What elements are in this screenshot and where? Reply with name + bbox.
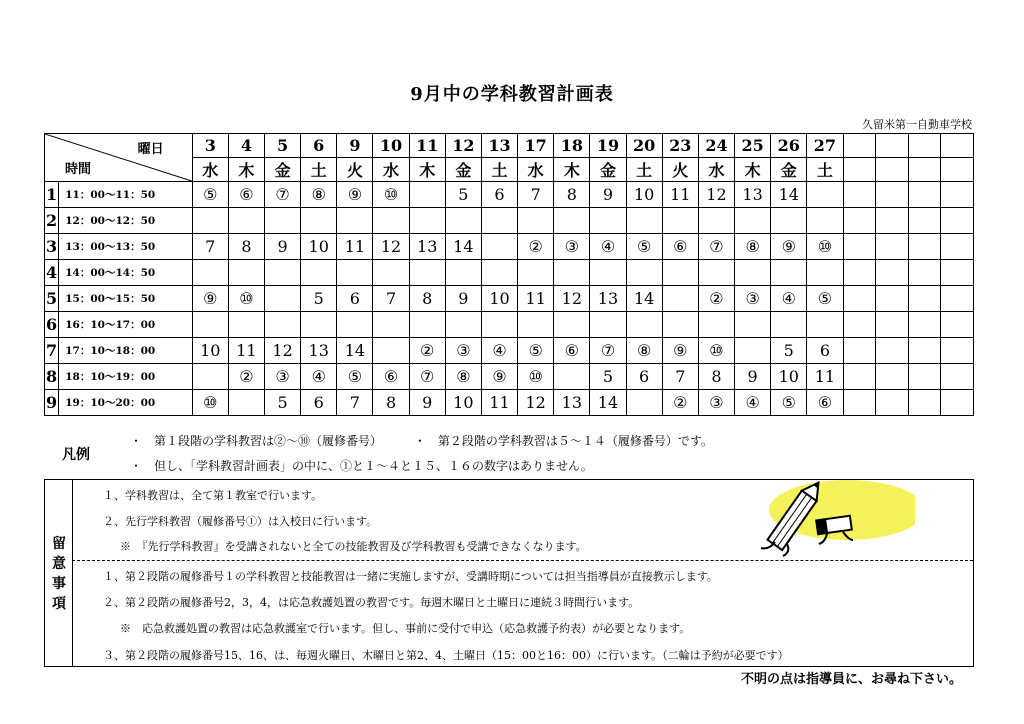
lesson-cell: 7 [337, 390, 373, 416]
note-item: ※ 『先行学科教習』を受講されないと全ての技能教習及び学科教習も受講できなくなります。 [120, 540, 587, 553]
lesson-cell: 5 [771, 338, 807, 364]
date-cell: 27 [807, 134, 843, 158]
lesson-cell: 14 [626, 286, 662, 312]
empty-cell [876, 286, 909, 312]
empty-cell [843, 208, 876, 234]
empty-cell [876, 234, 909, 260]
empty-cell [941, 390, 974, 416]
lesson-cell: ⑥ [228, 182, 264, 208]
lesson-cell: 7 [192, 234, 228, 260]
lesson-cell: 13 [735, 182, 771, 208]
period-number: 9 [45, 390, 59, 416]
page-title: 9月中の学科教習計画表 [410, 84, 614, 105]
weekday-cell: 金 [590, 158, 626, 182]
period-row [45, 234, 974, 260]
weekday-cell: 木 [409, 158, 445, 182]
lesson-cell: 10 [445, 390, 481, 416]
lesson-cell: ⑨ [192, 286, 228, 312]
lesson-cell: 8 [228, 234, 264, 260]
lesson-cell [445, 208, 481, 234]
empty-cell [843, 312, 876, 338]
lesson-cell: ⑨ [481, 364, 517, 390]
lesson-cell [807, 260, 843, 286]
lesson-cell: ③ [265, 364, 301, 390]
note-item: ２、第２段階の履修番号2，3，4，は応急救護処置の教習です。毎週木曜日と土曜日に連続３時間行います。 [103, 596, 640, 609]
note-item: １、学科教習は、全て第１教室で行います。 [103, 489, 323, 502]
lesson-cell: 13 [590, 286, 626, 312]
period-row [45, 182, 974, 208]
lesson-cell: 11 [481, 390, 517, 416]
lesson-cell: 7 [518, 182, 554, 208]
lesson-cell [228, 260, 264, 286]
date-cell: 4 [228, 134, 264, 158]
lesson-cell: ⑤ [337, 364, 373, 390]
lesson-cell: 10 [301, 234, 337, 260]
empty-cell [941, 260, 974, 286]
lesson-cell: 11 [807, 364, 843, 390]
corner-label-weekday: 曜日 [137, 142, 164, 157]
lesson-cell: 14 [771, 182, 807, 208]
period-row [45, 338, 974, 364]
period-time: 16：10～17：00 [59, 312, 192, 338]
period-number: 4 [45, 260, 59, 286]
period-number: 6 [45, 312, 59, 338]
empty-cell [843, 182, 876, 208]
lesson-cell: ② [698, 286, 734, 312]
date-cell: 26 [771, 134, 807, 158]
lesson-cell [265, 312, 301, 338]
header-corner [45, 134, 193, 182]
period-number: 1 [45, 182, 59, 208]
period-number: 5 [45, 286, 59, 312]
lesson-cell: ⑤ [771, 390, 807, 416]
date-cell: 18 [554, 134, 590, 158]
lesson-cell [662, 260, 698, 286]
empty-cell [908, 234, 941, 260]
period-number: 8 [45, 364, 59, 390]
lesson-cell [228, 312, 264, 338]
lesson-cell: ⑥ [373, 364, 409, 390]
lesson-cell [192, 364, 228, 390]
empty-cell [876, 364, 909, 390]
date-cell: 13 [481, 134, 517, 158]
lesson-cell [481, 208, 517, 234]
note-item: １、第２段階の履修番号１の学科教習と技能教習は一緒に実施しますが、受講時期については担当指導員が直接教示します。 [103, 570, 718, 583]
empty-cell [843, 260, 876, 286]
lesson-cell [554, 364, 590, 390]
lesson-cell [771, 312, 807, 338]
period-time: 12：00～12：50 [59, 208, 192, 234]
empty-cell [876, 338, 909, 364]
corner-label-time: 時間 [65, 162, 92, 177]
lesson-cell [337, 312, 373, 338]
empty-cell [941, 234, 974, 260]
date-cell: 11 [409, 134, 445, 158]
period-number: 2 [45, 208, 59, 234]
lesson-cell [518, 260, 554, 286]
empty-cell [876, 134, 909, 158]
empty-cell [941, 158, 974, 182]
lesson-cell: 9 [409, 390, 445, 416]
empty-cell [843, 390, 876, 416]
lesson-cell [698, 312, 734, 338]
lesson-cell [590, 208, 626, 234]
lesson-cell: ⑦ [590, 338, 626, 364]
lesson-cell: 13 [301, 338, 337, 364]
lesson-cell: 5 [590, 364, 626, 390]
lesson-cell: 9 [265, 234, 301, 260]
lesson-cell: 14 [337, 338, 373, 364]
empty-cell [941, 312, 974, 338]
empty-cell [876, 390, 909, 416]
lesson-cell [518, 208, 554, 234]
lesson-cell: ③ [735, 286, 771, 312]
period-time: 11：00～11：50 [59, 182, 192, 208]
lesson-cell [626, 390, 662, 416]
weekday-cell: 金 [265, 158, 301, 182]
lesson-cell: ⑩ [373, 182, 409, 208]
lesson-cell: ④ [301, 364, 337, 390]
lesson-cell: ⑨ [662, 338, 698, 364]
lesson-cell: 6 [626, 364, 662, 390]
date-cell: 24 [698, 134, 734, 158]
note-item: ３、第２段階の履修番号15、16、は、毎週火曜日、木曜日と第2、4、土曜日（15：00と16：00）に行います。（二輪は予約が必要です） [103, 649, 789, 662]
legend-stage2: ・ 第２段階の学科教習は５～１４（履修番号）です。 [413, 434, 713, 448]
weekday-cell: 水 [518, 158, 554, 182]
lesson-cell: 6 [337, 286, 373, 312]
lesson-cell [409, 208, 445, 234]
lesson-cell: 13 [554, 390, 590, 416]
lesson-cell [735, 338, 771, 364]
date-cell: 12 [445, 134, 481, 158]
lesson-cell [373, 260, 409, 286]
lesson-cell: ⑩ [518, 364, 554, 390]
lesson-cell: 11 [228, 338, 264, 364]
empty-cell [941, 208, 974, 234]
lesson-cell: 10 [192, 338, 228, 364]
date-cell: 5 [265, 134, 301, 158]
note-item: ２、先行学科教習（履修番号①）は入校日に行います。 [103, 515, 378, 528]
lesson-cell: ② [228, 364, 264, 390]
empty-cell [876, 260, 909, 286]
period-time: 14：00～14：50 [59, 260, 192, 286]
lesson-cell: 12 [265, 338, 301, 364]
empty-cell [908, 286, 941, 312]
lesson-cell: ⑦ [409, 364, 445, 390]
school-name: 久留米第一自動車学校 [862, 118, 972, 131]
footer-note: 不明の点は指導員に、お尋ね下さい。 [740, 672, 962, 687]
weekday-cell: 金 [771, 158, 807, 182]
lesson-cell: ⑥ [807, 390, 843, 416]
lesson-cell: ② [662, 390, 698, 416]
date-cell: 25 [735, 134, 771, 158]
lesson-cell: ⑤ [807, 286, 843, 312]
lesson-cell [662, 312, 698, 338]
weekday-cell: 土 [807, 158, 843, 182]
lesson-cell [265, 260, 301, 286]
empty-cell [908, 208, 941, 234]
lesson-cell: 6 [807, 338, 843, 364]
empty-cell [941, 182, 974, 208]
lesson-cell: 10 [771, 364, 807, 390]
lesson-cell: ③ [445, 338, 481, 364]
lesson-cell: ⑧ [445, 364, 481, 390]
lesson-cell: ④ [771, 286, 807, 312]
period-row [45, 260, 974, 286]
notes-side-text: 留意事項 [52, 536, 66, 612]
lesson-cell: 9 [735, 364, 771, 390]
date-cell: 10 [373, 134, 409, 158]
lesson-cell [481, 312, 517, 338]
lesson-cell [373, 338, 409, 364]
lesson-cell [554, 260, 590, 286]
lesson-cell [554, 208, 590, 234]
empty-cell [843, 158, 876, 182]
notes-side-label [45, 480, 73, 666]
period-time: 17：10～18：00 [59, 338, 192, 364]
lesson-cell: ⑦ [265, 182, 301, 208]
weekday-cell: 土 [301, 158, 337, 182]
lesson-cell: ⑥ [554, 338, 590, 364]
period-number: 7 [45, 338, 59, 364]
empty-cell [908, 134, 941, 158]
lesson-cell: ⑨ [771, 234, 807, 260]
lesson-cell: ⑩ [807, 234, 843, 260]
lesson-cell: 14 [590, 390, 626, 416]
lesson-cell [735, 208, 771, 234]
lesson-cell [481, 234, 517, 260]
legend-stage1: ・ 第１段階の学科教習は②～⑩（履修番号） [130, 434, 383, 448]
lesson-cell: 8 [373, 390, 409, 416]
lesson-cell [228, 208, 264, 234]
weekday-cell: 火 [662, 158, 698, 182]
weekday-cell: 水 [373, 158, 409, 182]
date-cell: 3 [192, 134, 228, 158]
lesson-cell: 9 [445, 286, 481, 312]
weekday-cell: 木 [554, 158, 590, 182]
lesson-cell: 12 [373, 234, 409, 260]
lesson-cell [590, 312, 626, 338]
date-cell: 6 [301, 134, 337, 158]
lesson-cell [337, 260, 373, 286]
lesson-cell: ⑩ [698, 338, 734, 364]
lesson-cell [265, 286, 301, 312]
weekday-cell: 水 [698, 158, 734, 182]
empty-cell [876, 208, 909, 234]
lesson-cell [735, 312, 771, 338]
lesson-cell: ⑧ [735, 234, 771, 260]
period-number: 3 [45, 234, 59, 260]
lesson-cell [626, 312, 662, 338]
period-row [45, 208, 974, 234]
lesson-cell [807, 312, 843, 338]
lesson-cell [590, 260, 626, 286]
weekday-cell: 水 [192, 158, 228, 182]
lesson-cell [735, 260, 771, 286]
weekday-cell: 土 [481, 158, 517, 182]
lesson-cell [301, 208, 337, 234]
schedule-table [44, 133, 974, 416]
date-cell: 19 [590, 134, 626, 158]
empty-cell [876, 182, 909, 208]
lesson-cell [698, 260, 734, 286]
lesson-cell: ⑦ [698, 234, 734, 260]
lesson-cell [807, 208, 843, 234]
lesson-cell: 6 [481, 182, 517, 208]
empty-cell [908, 364, 941, 390]
lesson-cell: 8 [554, 182, 590, 208]
lesson-cell: ⑩ [192, 390, 228, 416]
header-dates-row [45, 134, 974, 158]
empty-cell [908, 260, 941, 286]
empty-cell [908, 338, 941, 364]
lesson-cell: ② [409, 338, 445, 364]
empty-cell [843, 338, 876, 364]
empty-cell [908, 158, 941, 182]
period-row [45, 286, 974, 312]
lesson-cell [301, 260, 337, 286]
weekday-cell: 土 [626, 158, 662, 182]
lesson-cell: ⑩ [228, 286, 264, 312]
period-time: 13：00～13：50 [59, 234, 192, 260]
lesson-cell: ③ [554, 234, 590, 260]
empty-cell [908, 312, 941, 338]
lesson-cell: 12 [518, 390, 554, 416]
empty-cell [908, 182, 941, 208]
weekday-cell: 木 [228, 158, 264, 182]
lesson-cell [554, 312, 590, 338]
notes-divider [72, 560, 973, 561]
lesson-cell: 8 [409, 286, 445, 312]
lesson-cell: ⑧ [626, 338, 662, 364]
note-item: ※ 応急救護処置の教習は応急救護室で行います。但し、事前に受付で申込（応急救護予約表）が必要となります。 [120, 622, 691, 635]
period-time: 15：00～15：50 [59, 286, 192, 312]
lesson-cell: ④ [735, 390, 771, 416]
period-row [45, 390, 974, 416]
date-cell: 20 [626, 134, 662, 158]
empty-cell [843, 234, 876, 260]
lesson-cell [662, 286, 698, 312]
lesson-cell [626, 208, 662, 234]
lesson-cell [771, 260, 807, 286]
lesson-cell: 10 [626, 182, 662, 208]
lesson-cell [662, 208, 698, 234]
lesson-cell: 10 [481, 286, 517, 312]
lesson-cell: 5 [265, 390, 301, 416]
lesson-cell: 5 [301, 286, 337, 312]
lesson-cell: ② [518, 234, 554, 260]
lesson-cell [192, 208, 228, 234]
lesson-cell: ⑤ [626, 234, 662, 260]
legend-heading: 凡例 [62, 447, 90, 463]
lesson-cell: 7 [662, 364, 698, 390]
empty-cell [941, 338, 974, 364]
lesson-cell: 11 [518, 286, 554, 312]
date-cell: 9 [337, 134, 373, 158]
empty-cell [908, 390, 941, 416]
lesson-cell: ⑥ [662, 234, 698, 260]
lesson-cell: 5 [445, 182, 481, 208]
pencil-eraser-illustration [735, 480, 915, 560]
lesson-cell: 12 [698, 182, 734, 208]
period-time: 18：10～19：00 [59, 364, 192, 390]
legend-line-2: ・ 但し、「学科教習計画表」の中に、①と１～４と１５、１６の数字はありません。 [130, 459, 593, 473]
lesson-cell [373, 208, 409, 234]
lesson-cell [445, 260, 481, 286]
lesson-cell: ④ [590, 234, 626, 260]
empty-cell [941, 286, 974, 312]
lesson-cell: ⑨ [337, 182, 373, 208]
lesson-cell [265, 208, 301, 234]
empty-cell [843, 286, 876, 312]
lesson-cell [373, 312, 409, 338]
lesson-cell [771, 208, 807, 234]
period-row [45, 364, 974, 390]
lesson-cell: 6 [301, 390, 337, 416]
empty-cell [876, 312, 909, 338]
empty-cell [941, 134, 974, 158]
lesson-cell: 11 [662, 182, 698, 208]
lesson-cell: 11 [337, 234, 373, 260]
lesson-cell: 7 [373, 286, 409, 312]
lesson-cell: 9 [590, 182, 626, 208]
date-cell: 17 [518, 134, 554, 158]
lesson-cell [481, 260, 517, 286]
lesson-cell [409, 312, 445, 338]
lesson-cell [192, 312, 228, 338]
empty-cell [843, 134, 876, 158]
lesson-cell [807, 182, 843, 208]
lesson-cell [228, 390, 264, 416]
lesson-cell: ③ [698, 390, 734, 416]
legend-line-1 [130, 432, 741, 449]
weekday-cell: 火 [337, 158, 373, 182]
lesson-cell: ⑧ [301, 182, 337, 208]
empty-cell [876, 158, 909, 182]
weekday-cell: 金 [445, 158, 481, 182]
lesson-cell [409, 260, 445, 286]
lesson-cell [698, 208, 734, 234]
lesson-cell: ⑤ [192, 182, 228, 208]
lesson-cell [301, 312, 337, 338]
lesson-cell: ④ [481, 338, 517, 364]
lesson-cell [445, 312, 481, 338]
weekday-cell: 木 [735, 158, 771, 182]
lesson-cell [192, 260, 228, 286]
lesson-cell: 13 [409, 234, 445, 260]
empty-cell [941, 364, 974, 390]
lesson-cell: 12 [554, 286, 590, 312]
lesson-cell: 14 [445, 234, 481, 260]
period-time: 19：10～20：00 [59, 390, 192, 416]
lesson-cell: ⑤ [518, 338, 554, 364]
period-row [45, 312, 974, 338]
lesson-cell: 8 [698, 364, 734, 390]
lesson-cell [409, 182, 445, 208]
lesson-cell [337, 208, 373, 234]
date-cell: 23 [662, 134, 698, 158]
empty-cell [843, 364, 876, 390]
lesson-cell [518, 312, 554, 338]
lesson-cell [626, 260, 662, 286]
